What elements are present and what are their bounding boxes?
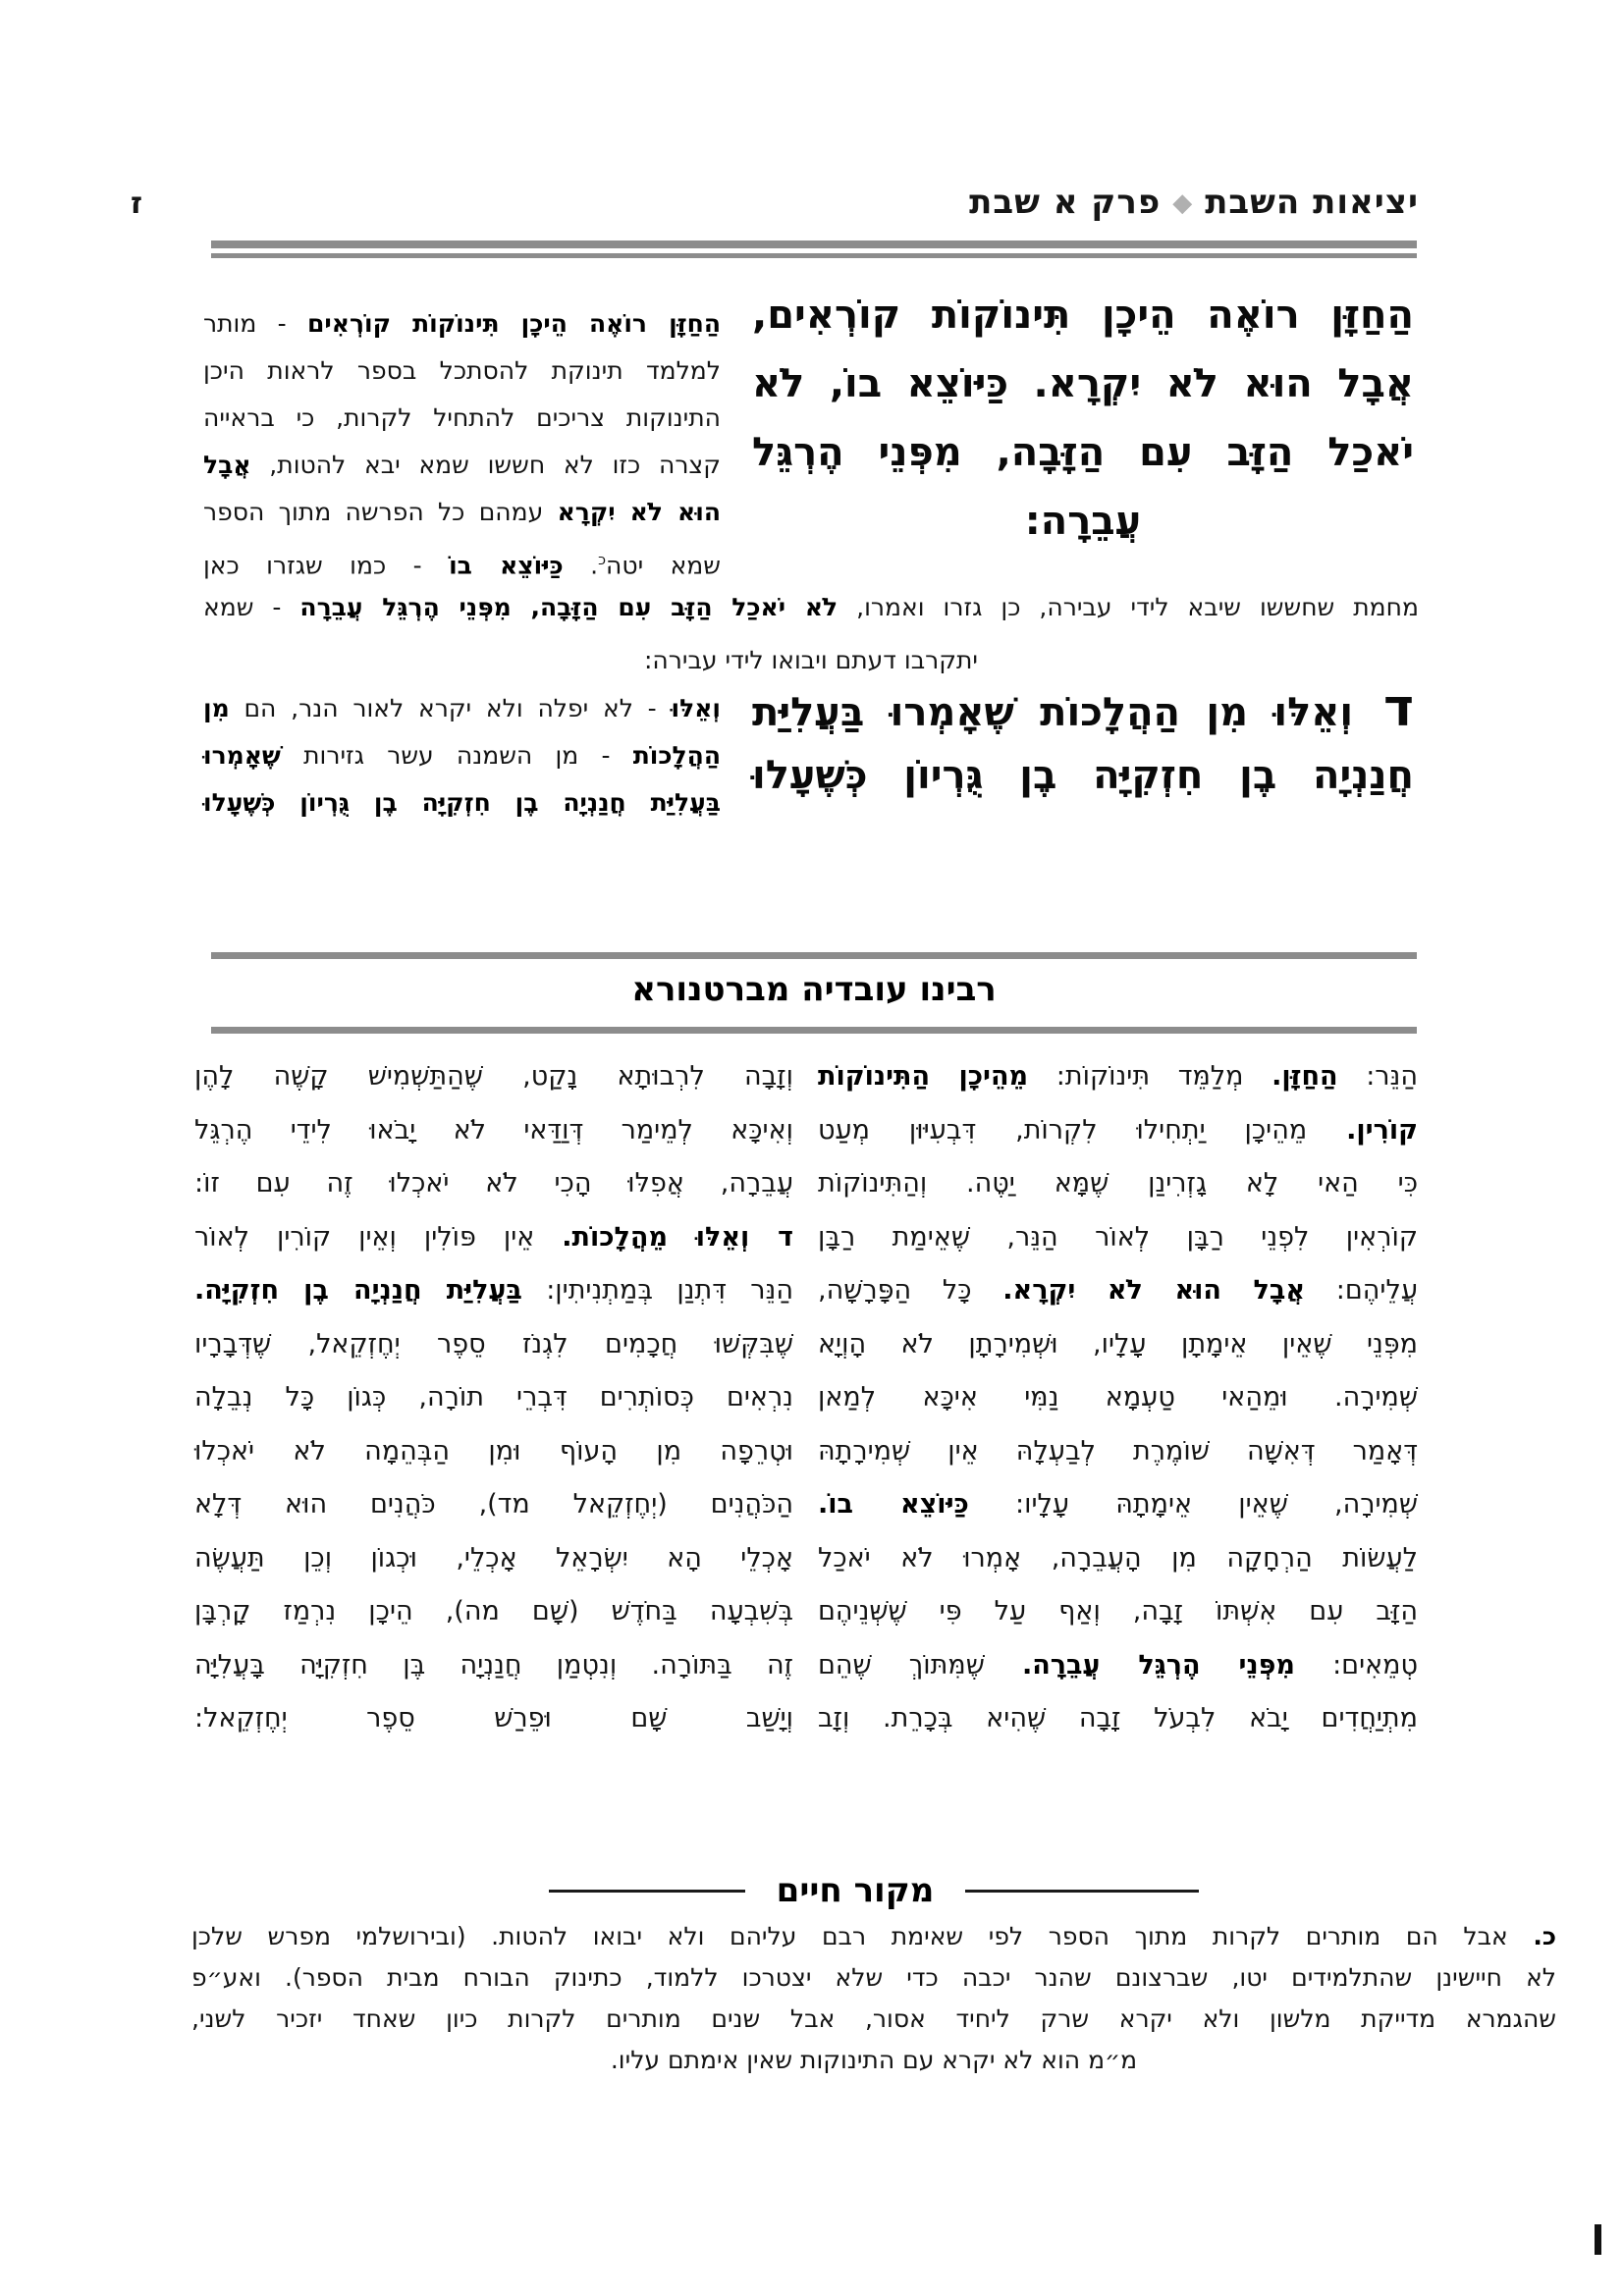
bartenura-line: הַנֵּר: הַחַזָּן. מְלַמֵּד תִּינוֹקוֹת: מֵהֵיכָן הַתִּינוֹקוֹת — [818, 1061, 1418, 1092]
bartenura-line: וְאִיכָּא לְמֵימַר דְּוַדַּאי לֹא יָבֹאוּ לִידֵי הֶרְגֵּל — [194, 1114, 793, 1146]
note-line: מ״מ הוא לא יקרא עם התינוקות שאין אימתם עליו. — [610, 2046, 1138, 2074]
bartenura-line: וְזָבָה לִרְבוּתָא נָקַט, שֶׁהַתַּשְׁמִישׁ קָשֶׁה לָהֶן — [194, 1061, 793, 1092]
bartenura-line: דְּאָמַר דְּאִשָּׁה שׁוֹמֶרֶת לְבַעְלָהּ אֵין שְׁמִירָתָהּ — [818, 1435, 1418, 1467]
bartenura-line: טְמֵאִים: מִפְּנֵי הֶרְגֵּל עֲבֵרָה. שֶׁמִּתּוֹךְ שֶׁהֵם — [818, 1649, 1419, 1681]
bartenura-line: ד וְאֵלּוּ מֵהֲלָכוֹת. אֵין פּוֹלִין וְאֵין קוֹרִין לְאוֹר — [194, 1221, 793, 1253]
divider-dash-right — [965, 1890, 1199, 1893]
tractate-title: יציאות השבת — [1205, 183, 1419, 222]
mekor-chaim-divider — [191, 1871, 1556, 1910]
bartenura-line: מִתְיַחֲדִים יָבֹא לִבְעֹל זָבָה שֶׁהִיא בְּכָרֵת. וְזָב — [818, 1703, 1418, 1734]
diamond-separator-icon: ◆ — [1172, 188, 1194, 218]
bartenura-line: מִפְּנֵי שֶׁאֵין אֵימָתָן עָלָיו, וּשְׁמִירָתָן לֹא הָוְיָא — [818, 1328, 1418, 1360]
bartenura-line: הַזָּב עִם אִשְׁתּוֹ זָבָה, וְאַף עַל פִּי שֶׁשְּׁנֵיהֶם — [818, 1596, 1418, 1627]
mishnah-line: אֲבָל הוּא לֹא יִקְרָא. כַּיּוֹצֵא בוֹ, לֹא — [752, 361, 1414, 406]
bartenura-line: עֲלֵיהֶם: אֲבָל הוּא לֹא יִקְרָא. כָּל הַפָּרָשָׁה, — [818, 1275, 1418, 1306]
bartenura-line: עֲבֵרָה, אֲפִלּוּ הָכִי לֹא יֹאכְלוּ זֶה עִם זוֹ: — [194, 1168, 793, 1199]
bartenura-line: קוֹרְאִין לִפְנֵי רַבָּן לְאוֹר הַנֵּר, שֶׁאֵימַת רַבָּן — [818, 1221, 1418, 1253]
header-rule-thick — [211, 240, 1417, 248]
bartenura-line: שֶׁבִּקְּשׁוּ חֲכָמִים לִגְנֹז סֵפֶר יְחֶזְקֵאל, שֶׁדְּבָרָיו — [194, 1328, 793, 1360]
page-number: ז — [131, 187, 143, 221]
bartenura-right-column — [818, 1050, 1418, 1746]
commentary-line: בַּעֲלִיַּת חֲנַנְיָה בֶן חִזְקִיָּה בֶן גֻּרְיוֹן כְּשֶׁעָלוּ — [203, 788, 721, 817]
header-rule-thin — [211, 253, 1417, 258]
bartenura-line: קוֹרִין. מֵהֵיכָן יַתְחִילוּ לִקְרוֹת, דִּבְעִיּוּן מְעַט — [818, 1114, 1418, 1146]
note-line: כ. אבל הם מותרים לקרות מתוך הספר לפי שאימת רבם עליהם ולא יבואו להטות. (ובירושלמי מפרש שלכן — [191, 1922, 1556, 1950]
mekor-chaim-title: מקור חיים — [776, 1871, 935, 1910]
paragraph-line: יתקרבו דעתם ויבואו לידי עבירה: — [643, 646, 979, 674]
note-line: לא חיישינן שהתלמידים יטו, שברצונם שהנר יכבה כדי שלא יצטרכו ללמוד, כתינוק הבורח מבית הספר). ואע״פ — [191, 1963, 1556, 1992]
commentary-line: התינוקות צריכים להתחיל לקרות, כי בראייה — [203, 403, 721, 432]
mishnah-3-block — [752, 281, 1414, 556]
commentary-line: למלמד תינוקת להסתכל בספר לראות היכן — [203, 356, 721, 385]
commentary-3-block — [203, 300, 721, 589]
paragraph-line: מחמת שחששו שיבא לידי עבירה, כן גזרו ואמרו, לֹא יֹאכַל הַזָּב עִם הַזָּבָה, מִפְּנֵי הֶרְגֵּל עֲבֵרָה - שמא — [203, 593, 1419, 621]
commentary-4-block — [203, 685, 721, 827]
bartenura-line: לַעֲשׂוֹת הַרְחָקָה מִן הָעֲבֵרָה, אָמְרוּ לֹא יֹאכַל — [818, 1542, 1418, 1574]
bartenura-left-column — [194, 1050, 793, 1746]
commentary-line: הַהֲלָכוֹת - מן השמנה עשר גזירות שֶׁאָמְרוּ — [203, 741, 721, 770]
connector-paragraph — [203, 581, 1419, 687]
page-header — [969, 183, 1419, 222]
commentary-line: הַחַזָּן רוֹאֶה הֵיכָן תִּינוֹקוֹת קוֹרְאִים - מותר — [203, 309, 722, 338]
bartenura-line: נִרְאִים כְּסוֹתְרִים דִּבְרֵי תוֹרָה, כְּגוֹן כָּל נְבֵלָה — [194, 1382, 793, 1413]
mishnah-line: ד וְאֵלּוּ מִן הַהֲלָכוֹת שֶׁאָמְרוּ בַּעֲלִיַּת — [752, 678, 1415, 738]
registration-mark — [1595, 2224, 1601, 2255]
mishnah-line: הַחַזָּן רוֹאֶה הֵיכָן תִּינוֹקוֹת קוֹרְאִים, — [752, 293, 1414, 338]
bartenura-line: זֶה בַּתּוֹרָה. וְנִטְמַן חֲנַנְיָה בֶּן חִזְקִיָּה בָּעֲלִיָּה — [194, 1649, 793, 1681]
commentary-line: שמא יטה$^כ$. כַּיּוֹצֵא בוֹ - כמו שגזרו כאן — [203, 551, 721, 580]
bartenura-line: בְּשִׁבְעָה בַּחֹדֶשׁ (שָׁם מה), הֵיכָן נִרְמַז קָרְבָּן — [194, 1596, 793, 1627]
mishnah-line: חֲנַנְיָה בֶן חִזְקִיָּה בֶן גֻּרְיוֹן כְּשֶׁעָלוּ — [752, 753, 1414, 798]
bartenura-line: שְׁמִירָה. וּמֵהַאי טַעְמָא נַמִּי אִיכָּא לְמַאן — [818, 1382, 1418, 1413]
bartenura-rule-top — [211, 952, 1417, 959]
bartenura-line: וּטְרֵפָה מִן הָעוֹף וּמִן הַבְּהֵמָה לֹא יֹאכְלוּ — [194, 1435, 793, 1467]
bartenura-line: הַנֵּר דִּתְנַן בְּמַתְנִיתִין: בַּעֲלִיַּת חֲנַנְיָה בֶן חִזְקִיָּה. — [194, 1275, 793, 1306]
mishnah-line: עֲבֵרָה: — [1024, 499, 1142, 544]
bartenura-line: כִּי הַאי לָא גָזְרִינַן שֶׁמָּא יַטֶּה. וְהַתִּינוֹקוֹת — [818, 1168, 1418, 1199]
mekor-chaim-note — [191, 1916, 1556, 2081]
commentary-line: הוּא לֹא יִקְרָא עמהם כל הפרשה מתוך הספר — [203, 498, 721, 526]
commentary-line: קצרה כזו לא חששו שמא יבא להטות, אֲבָל — [203, 451, 721, 479]
chapter-title: פרק א שבת — [969, 183, 1162, 222]
bartenura-line: אָכְלֵי הָא יִשְׂרָאֵל אָכְלֵי, וּכְגוֹן וְכֵן תַּעֲשֶׂה — [194, 1542, 793, 1574]
note-line: שהגמרא מדייקת מלשון ולא יקרא שרק ליחיד אסור, אבל שנים מותרים לקרות כיון שאחד יזכיר לשני, — [191, 2004, 1556, 2033]
bartenura-line: שְׁמִירָה, שֶׁאֵין אֵימָתָהּ עָלָיו: כַּיּוֹצֵא בוֹ. — [818, 1489, 1418, 1520]
commentary-line: וְאֵלּוּ - לא יפלה ולא יקרא לאור הנר, הם מִן — [203, 694, 721, 722]
mishnah-line: יֹאכַל הַזָּב עִם הַזָּבָה, מִפְּנֵי הֶרְגֵּל — [752, 430, 1414, 475]
divider-dash-left — [549, 1890, 745, 1893]
bartenura-title: רבינו עובדיה מברטנורא — [631, 970, 997, 1009]
bartenura-line: וְיָשַׁב שָׁם וּפֵרַשׁ סֵפֶר יְחֶזְקֵאל: — [194, 1703, 793, 1734]
bartenura-line: הַכֹּהֲנִים (יְחֶזְקֵאל מד), כֹּהֲנִים הוּא דְּלָא — [194, 1489, 793, 1520]
bartenura-rule-bottom — [211, 1027, 1417, 1034]
mishnah-4-block — [752, 678, 1415, 807]
